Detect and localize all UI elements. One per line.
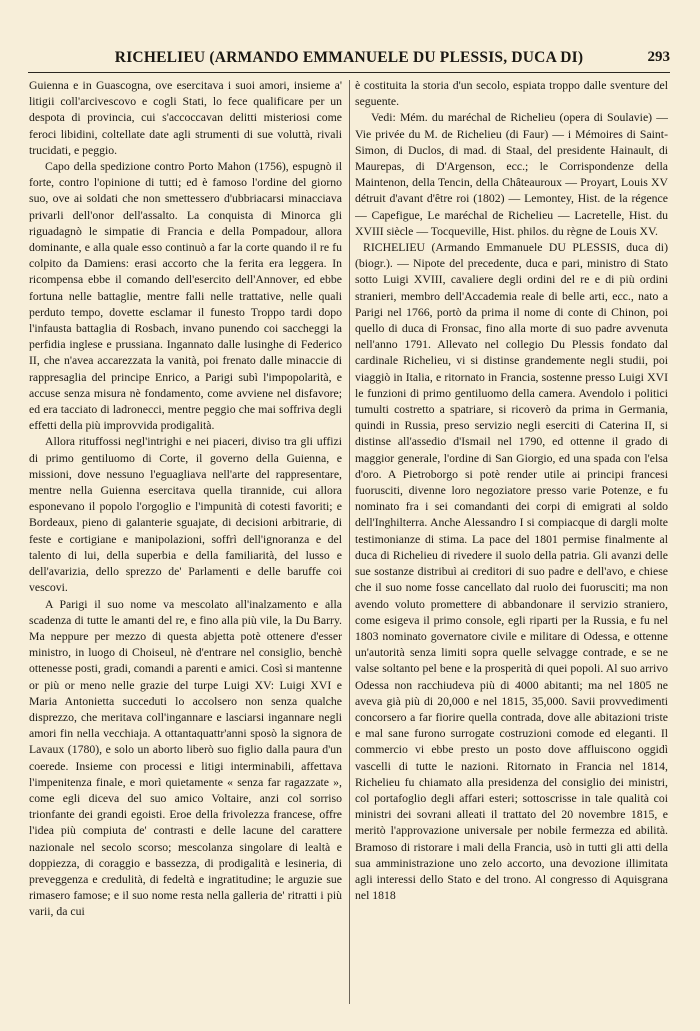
paragraph: A Parigi il suo nome va mescolato all'inalzamento e alla scadenza di tutte le amanti del re, e fino alla più vile, la Du Barry. Ma neppure per mezzo di questa abjetta potè ottenere d'esser ministro, in luogo di Choiseul, nè d'entrare nel consiglio, benchè ottenesse posti, gradi, comandi a parenti e amici. Così si mantenne or più or meno nelle grazie del turpe Luigi XV: Luigi XVI e Maria Antonietta succeduti lo accolsero non senza qualche disprezzo, che meritava coll'ingannare e lasciarsi ingannare negli amori fin nella vecchiaja. A ottantaquattr'anni sposò la signora de Lavaux (1780), e solo un aborto liberò suo figlio dalla paura d'un coerede. Insieme con processi e litigi interminabili, affettava l'impenitenza finale, e morì quietamente « senza far ragazzate », come egli diceva del suo amico Voltaire, anzi col sorriso trionfante dei grandi egoisti. Eroe della frivolezza francese, offre l'idea più compiuta de' contrasti e delle lacune del carattere nazionale nel secolo scorso; mescolanza singolare di lealtà e doppiezza, di coraggio e bassezza, di prodigalità e lesineria, di preveggenza e credulità, di fedeltà e ingratitudine; le arguzie sue rimasero famose; e il suo nome resta nella galleria de' ritratti i più varii, da cui — [29, 597, 342, 919]
page-number: 293 — [647, 49, 670, 65]
right-column — [355, 78, 668, 1008]
header-title: RICHELIEU (ARMANDO EMMANUELE DU PLESSIS, DUCA DI) — [114, 49, 584, 66]
running-header — [28, 48, 670, 73]
watermark — [562, 1005, 682, 1027]
paragraph: Capo della spedizione contro Porto Mahon (1756), espugnò il forte, contro l'opinione di tutti; ed è famoso l'ordine del giorno suo, ove ai soldati che non smettessero d'ubbriacarsi minacciava privarli dell'onor dell'assalto. La conquista di Minorca gli riguadagnò le simpatie di Francia e della Pompadour, allora dominante, e alla quale esso continuò a far la corte quando il re fu colpito da Damiens: erasi accorto che la ferita era leggera. In ricompensa ebbe il comando dell'esercito dell'Annover, ed ebbe fortuna nelle battaglie, mentre falli nelle trattative, nelle quali perduto tempo, dovette esclamar il funesto Troppo tardi dopo l'infausta battaglia di Rosbach, invano punendo coi saccheggi la perfidia inglese e prussiana. Ingannato dalle lusinghe di Federico II, che n'avea accarezzata la vanità, poi frenato dalle minaccie di rappresaglia del principe Enrico, a Parigi subì l'impopolarità, e accuse senza misura nè fondamento, come avviene nel disfavore; ed era tacciato di ladronecci, mentre peggio che mai soffriva degli effetti della più improvvida prodigalità. — [29, 160, 342, 433]
paragraph: è costituita la storia d'un secolo, espiata troppo dalle sventure del seguente. — [355, 79, 668, 109]
column-divider — [349, 80, 350, 1004]
bibliography-paragraph: Vedi: Mém. du maréchal de Richelieu (opera di Soulavie) — Vie privée du M. de Richelieu (di Faur) — i Mémoires di Saint-Simon, di Duclos, di mad. di Staal, del presidente Hainault, di Maurepas, di D'Argenson, ecc.; le Corrispondenze della Maintenon, della Tencin, della Châteauroux — Proyart, Louis XV détruit d'avant d'être roi (1802) — Lemontey, Hist. de la régence — Capefigue, Le maréchal de Richelieu — Lacretelle, Hist. du XVIII siècle — Tocqueville, Hist. philos. du règne de Louis XV. — [355, 111, 668, 238]
paragraph: Guienna e in Guascogna, ove esercitava i suoi amori, insieme a' litigii coll'arcivescovo e cogli Stati, lo fece qualificare per un despota di provincia, cui s'accoccavan delitti misteriosi come feroci libidini, coltellate date agli strumenti di sue voluttà, rivali trucidati, e peggio. — [29, 79, 342, 157]
entry-paragraph: RICHELIEU (Armando Emmanuele DU PLESSIS, duca di) (biogr.). — Nipote del precedente, duca e pari, ministro di Stato sotto Luigi XVIII, cavaliere degli ordini del re e di più ordini stranieri, membro dell'Accademia reale di belle arti, ecc., nato a Parigi nel 1766, portò da prima il nome di conte di Chinon, poi quello di duca di Fronsac, fino alla morte di suo padre avvenuta nell'anno 1791. Allevato nel collegio Du Plessis fondato dal cardinale Richelieu, vi si distinse grandemente negli studii, poi viaggiò in Italia, e ritornato in Francia, sostenne presso Luigi XVI le funzioni di primo gentiluomo della camera. Avendolo i politici tumulti costretto a spatriare, si ricoverò da prima in Germania, quindi in Russia, preso servizio negli eserciti di Caterina II, si distinse all'assedio d'Ismail nel 1790, ed ottenne il grado di maggior generale, l'ordine di San Giorgio, ed una spada con l'elsa d'oro. A Pietroborgo si potè render utile ai principi francesi fuorusciti, divenne loro negoziatore presso varie Potenze, e fu nominato fra i sei comandanti dei corpi di emigrati al soldo dell'Inghilterra. Anche Alessandro I si compiacque di dargli molte testimonianze di stima. La pace del 1801 permise finalmente al duca di Richelieu di rivedere il suolo della patria. Gli avanzi delle sue sostanze distribuì ai creditori di suo padre e dell'avo, e chiese che il suo nome fosse cancellato dal ruolo dei fuorusciti; ma non avendo voluto promettere di abbandonare il servizio straniero, come esigeva il primo console, egli riparti per la Russia, e fu nel 1803 nominato governatore civile e militare di Odessa, e ottenne un'autorità senza limiti sopra quelle selvagge contrade, e se ne valse soltanto pel bene e la prosperità di quei popoli. Al suo arrivo Odessa non racchiudeva più di 4000 abitanti; ma nel 1805 ne aveva già più di 20,000 e nel 1815, 35,000. Savii provvedimenti concorsero a far fiorire quella contrada, dove alle abitazioni triste e mal sane furono surrogate costruzioni comode ed eleganti. Il commercio vi ebbe presto un posto dove affluiscono oggidì vascelli di tutte le nazioni. Ritornato in Francia nel 1814, Richelieu fu chiamato alla presidenza del consiglio dei ministri, col portafoglio degli affari esteri; sottoscrisse in tale qualità coi ministri dei sovrani alleati il trattato del 20 novembre 1815, e meritò l'approvazione universale per nobile fermezza ed abilità. Bramoso di ristorare i mali della Francia, usò in tutti gli atti della sua amministrazione uno zelo accorto, una devozione illimitata agli interessi dello Stato e del trono. Al congresso di Aquisgrana nel 1818 — [355, 241, 668, 903]
paragraph: Allora rituffossi negl'intrighi e nei piaceri, diviso tra gli uffizi di primo gentiluomo di Corte, il governo della Guienna, e missioni, dove nessuno l'eguagliava nell'arte del rappresentare, mentre nella Guienna esercitava quella tirannide, cui allora esponevano il popolo l'orgoglio e l'impunità di cotesti favoriti; e Bordeaux, pieno di galanterie sguajate, di decisioni arbitrarie, di feste e cortigiane e manipolazioni, soffrì dell'ignoranza e del talento di lui, della superbia e della familiarità, del lusso e dell'avarizia, dello sprezzo de' Parlamenti e delle baruffe coi vescovi. — [29, 435, 342, 595]
left-column — [29, 78, 342, 1008]
